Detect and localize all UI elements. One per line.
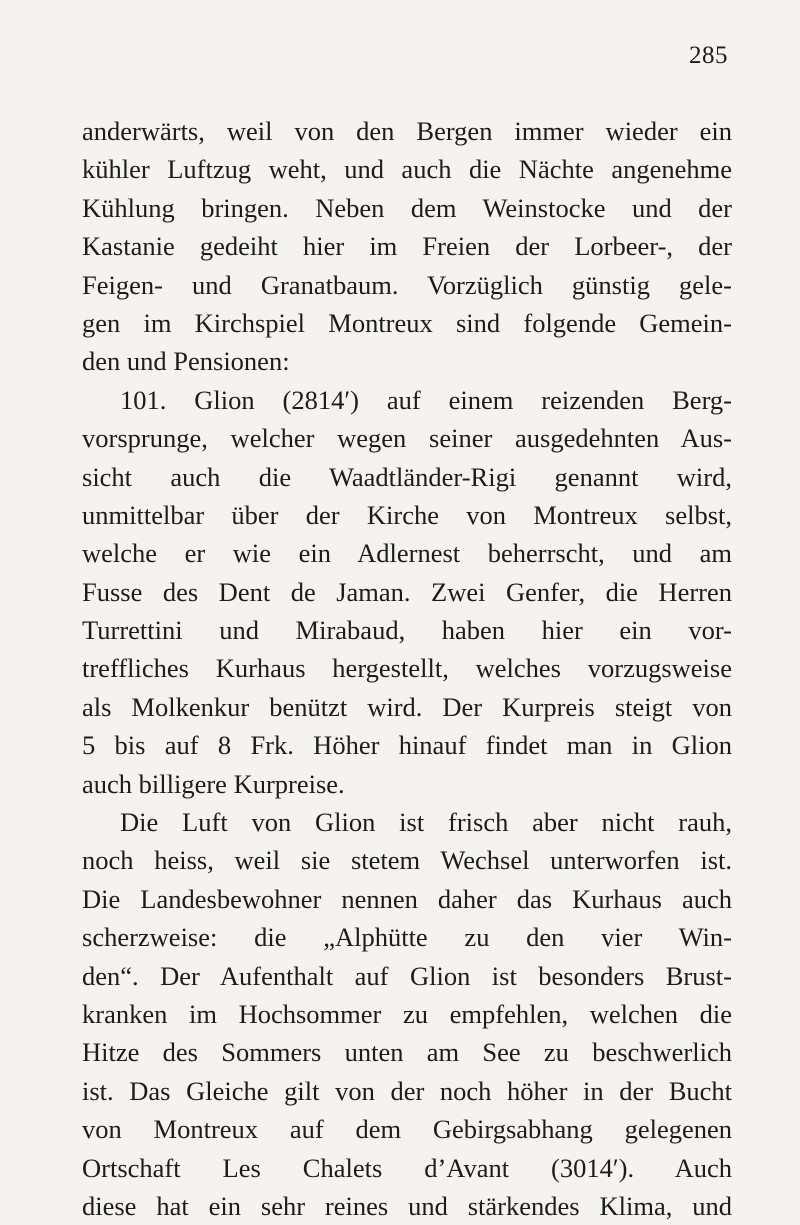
text-line: als Molkenkur benützt wird. Der Kurpreis steigt von <box>82 691 732 722</box>
text-line: welche er wie ein Adlernest beherrscht, und am <box>82 538 732 569</box>
text-line: anderwärts, weil von den Bergen immer wieder ein <box>82 116 732 146</box>
text-line: Turrettini und Mirabaud, haben hier ein vor- <box>82 615 732 646</box>
text-line: gen im Kirchspiel Montreux sind folgende Gemein- <box>82 307 732 338</box>
text-line: sicht auch die Waadtländer-Rigi genannt wird, <box>82 461 732 492</box>
text-line: kühler Luftzug weht, und auch die Nächte angenehme <box>82 154 732 185</box>
text-line: Die Luft von Glion ist frisch aber nicht rauh, <box>120 807 732 838</box>
text-line: Ortschaft Les Chalets d’Avant (3014′). Auch <box>82 1152 732 1183</box>
text-line: noch heiss, weil sie stetem Wechsel unterworfen ist. <box>82 845 732 876</box>
text-line: kranken im Hochsommer zu empfehlen, welchen die <box>82 998 732 1029</box>
page-number: 285 <box>689 42 728 69</box>
text-line: von Montreux auf dem Gebirgsabhang gelegenen <box>82 1114 732 1145</box>
text-line: diese hat ein sehr reines und stärkendes Klima, und <box>82 1190 732 1221</box>
text-line: Die Landesbewohner nennen daher das Kurhaus auch <box>82 883 732 914</box>
text-line: Kastanie gedeiht hier im Freien der Lorbeer-, der <box>82 231 732 262</box>
text-line: den“. Der Aufenthalt auf Glion ist besonders Brust- <box>82 960 732 991</box>
text-line: Fusse des Dent de Jaman. Zwei Genfer, die Herren <box>82 576 732 607</box>
text-line: treffliches Kurhaus hergestellt, welches vorzugsweise <box>82 653 732 684</box>
text-line: vorsprunge, welcher wegen seiner ausgedehnten Aus- <box>82 423 732 454</box>
text-line: scherzweise: die „Alphütte zu den vier Win- <box>82 922 732 953</box>
text-line: Kühlung bringen. Neben dem Weinstocke und der <box>82 192 732 223</box>
text-line: ist. Das Gleiche gilt von der noch höher in der Bucht <box>82 1075 732 1106</box>
text-line: auch billigere Kurpreise. <box>82 768 345 799</box>
body-text <box>82 112 732 1225</box>
text-line: 101. Glion (2814′) auf einem reizenden Berg- <box>120 384 732 415</box>
text-line: 5 bis auf 8 Frk. Höher hinauf findet man in Glion <box>82 730 732 761</box>
text-line: den und Pensionen: <box>82 346 290 377</box>
text-line: Hitze des Sommers unten am See zu beschwerlich <box>82 1037 732 1068</box>
text-line: Feigen- und Granatbaum. Vorzüglich günstig gele- <box>82 269 732 300</box>
text-line: unmittelbar über der Kirche von Montreux selbst, <box>82 499 732 530</box>
